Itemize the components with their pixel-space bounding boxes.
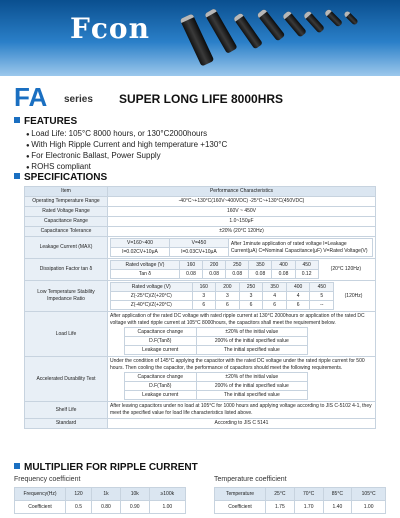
load-life-subtable: Capacitance change ±20% of the initial value D.F(Tanδ) 200% of the initial specified value Leakage current The initial specified value bbox=[124, 327, 308, 355]
table-row: Accelerated Durability Test Under the condition of 145°C applying the capacitor with the rated DC voltage under the rated ripple current for 500 hours. Then cooling the capacitor, the performance of capacitors should meet the following requirements. Capacitance change ±20% of the initial value D.F(Tanδ) 200% of the initial specified value Leakage current The initial specified value bbox=[25, 357, 376, 402]
square-bullet-icon bbox=[14, 463, 20, 469]
multiplier-heading: MULTIPLIER FOR RIPPLE CURRENT bbox=[14, 462, 198, 473]
feature-item: ● ROHS compliant bbox=[26, 162, 227, 173]
table-row: Dissipation Factor tan δ Rated voltage (V) 160 200 250 350 400 450 (20°C 120Hz) Tan δ 0.08 0.08 0.08 0.08 0.08 0.12 bbox=[25, 259, 376, 281]
feature-item: ● For Electronic Ballast, Power Supply bbox=[26, 151, 227, 162]
table-row: Capacitance Range 1.0~150μF bbox=[25, 217, 376, 227]
features-list bbox=[26, 129, 227, 173]
series-code: FA bbox=[14, 82, 48, 112]
durability-subtable: Capacitance change ±20% of the initial value D.F(Tanδ) 200% of the initial specified value Leakage current The initial specified value bbox=[124, 372, 308, 400]
feature-item: ● Load Life: 105°C 8000 hours, or 130°C2000hours bbox=[26, 129, 227, 140]
dissipation-subtable: Rated voltage (V) 160 200 250 350 400 450 (20°C 120Hz) Tan δ 0.08 0.08 0.08 0.08 0.08 0.12 bbox=[110, 260, 373, 279]
series-word: series bbox=[64, 94, 93, 105]
frequency-coefficient-title: Frequency coefficient bbox=[14, 476, 81, 483]
frequency-coefficient-table: Frequency(Hz) 120 1k 10k ≥100k Coefficient 0.5 0.80 0.90 1.00 bbox=[14, 487, 186, 514]
square-bullet-icon bbox=[14, 173, 20, 179]
temperature-coefficient-title: Temperature coefficient bbox=[214, 476, 287, 483]
table-row: Operating Temperature Range -40°C~+130°C(160V~400VDC) -25°C~+130°C(450VDC) bbox=[25, 197, 376, 207]
table-row: Load Life After application of the rated DC voltage with rated ripple current at 130°C 2000hours or application of the rated DC voltage with rated ripple current at 105°C 8000hours, the capacitors shall meet the requirement below. Capacitance change ±20% of the initial value D.F(Tanδ) 200% of the initial specified value Leakage current The initial specified value bbox=[25, 312, 376, 357]
temperature-coefficient-table: Temperature 25°C 70°C 85°C 105°C Coefficient 1.75 1.70 1.40 1.00 bbox=[214, 487, 386, 514]
table-row: Shelf Life After leaving capacitors under no load at 105°C for 1000 hours and applying voltage according to JIS C-5102 4-1, they meet the specified value for load life characteristics listed above. bbox=[25, 402, 376, 419]
features-heading: FEATURES bbox=[14, 116, 77, 127]
impedance-subtable: Rated voltage (V) 160 200 250 350 400 450 (120Hz) Z(-25°C)/Z(+20°C) 3 3 3 4 4 5 Z(-40°C)/Z(+20°C) 6 6 6 6 6 -- bbox=[110, 282, 373, 310]
table-row: Capacitance Tolerance ±20% (20°C 120Hz) bbox=[25, 227, 376, 237]
brand-logo: Fcon bbox=[70, 12, 150, 45]
series-title: SUPER LONG LIFE 8000HRS bbox=[119, 92, 284, 106]
feature-item: ● With High Ripple Current and high temperature +130°C bbox=[26, 140, 227, 151]
specifications-table bbox=[24, 186, 376, 429]
header-banner bbox=[0, 0, 400, 76]
specifications-heading: SPECIFICATIONS bbox=[14, 172, 107, 183]
col-item: Item bbox=[25, 187, 108, 197]
table-row: Standard According to JIS C 5141 bbox=[25, 419, 376, 429]
table-row: Rated Voltage Range 160V ~ 450V bbox=[25, 207, 376, 217]
table-row: Low Temperature Stability Impedance Ratio Rated voltage (V) 160 200 250 350 400 450 (120Hz) Z(-25°C)/Z(+20°C) 3 3 3 4 4 5 Z(-40°C)/Z(+20°C) 6 6 6 6 6 -- bbox=[25, 281, 376, 312]
square-bullet-icon bbox=[14, 117, 20, 123]
table-row: Leakage Current (MAX) V=160~400 V=450 After 1minute application of rated voltage I=Leakage Current(μA) C=Nominal Capacitance(μF) V=Rated Voltage(V) I=0.02CV+10μA I=0.03CV+10μA bbox=[25, 237, 376, 259]
leakage-subtable: V=160~400 V=450 After 1minute application of rated voltage I=Leakage Current(μA) C=Nominal Capacitance(μF) V=Rated Voltage(V) I=0.02CV+10μA I=0.03CV+10μA bbox=[110, 238, 373, 257]
col-characteristics: Performance Characteristics bbox=[108, 187, 376, 197]
